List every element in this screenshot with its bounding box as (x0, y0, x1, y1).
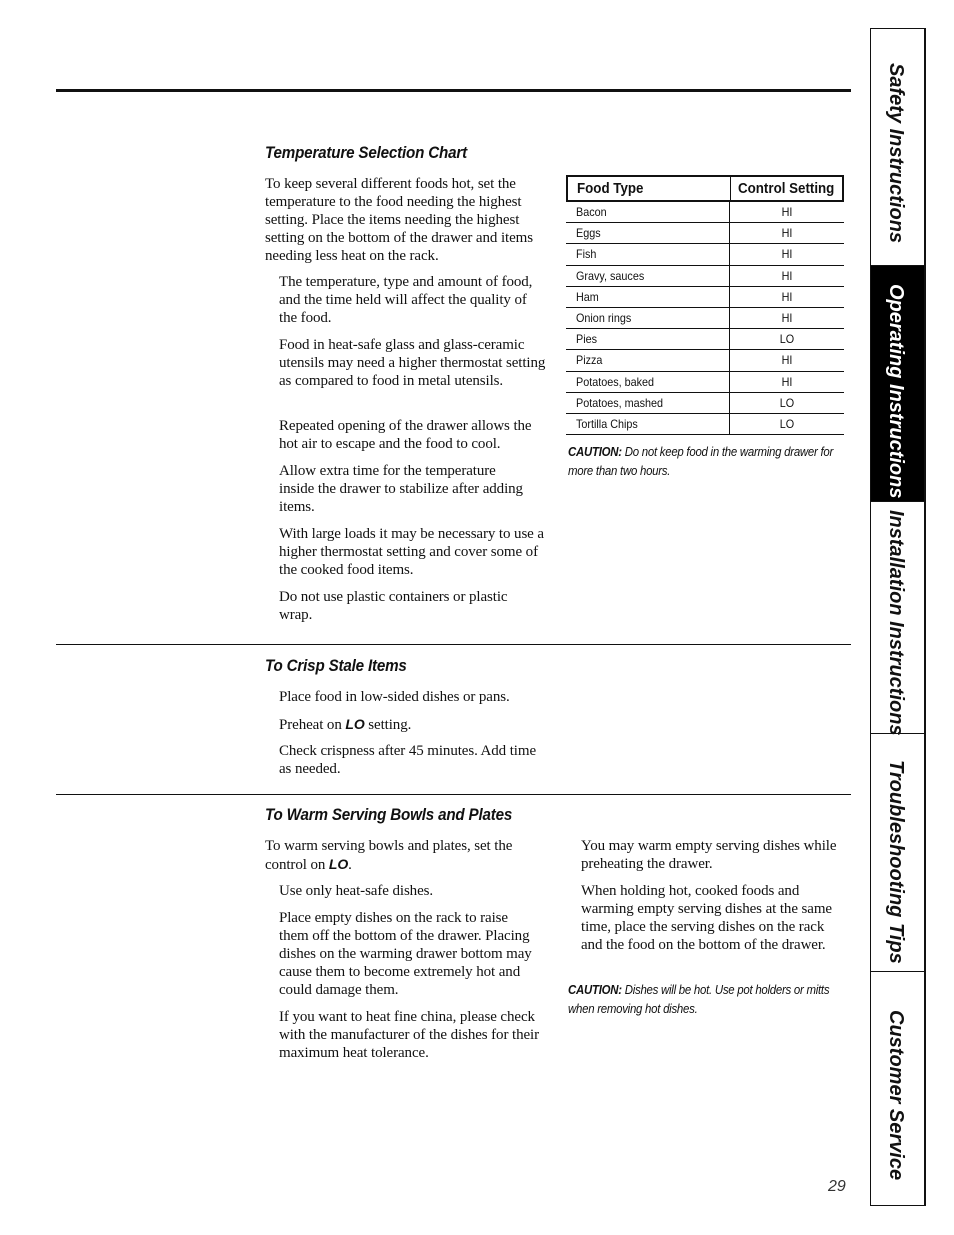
warm-lo-setting: LO (328, 856, 349, 872)
control-setting-cell: HI (781, 247, 793, 262)
warm-intro-post: . (348, 857, 352, 873)
food-type-cell: Fish (576, 247, 597, 262)
warm-intro (265, 837, 547, 874)
temp-point-6: Do not use plastic containers or plastic wrap. (279, 589, 508, 623)
temp-point-2: Food in heat-safe glass and glass-ceramic utensils may need a higher thermostat setting as compared to food in metal utensils. (279, 337, 546, 389)
table-row (566, 372, 844, 393)
table-header (566, 175, 844, 202)
warm-intro-pre: To warm serving bowls and plates, set the control on (265, 838, 513, 873)
tab-customer-label: Customer Service (884, 1010, 907, 1181)
tab-troubleshooting-label: Troubleshooting Tips (884, 760, 907, 964)
food-type-cell: Gravy, sauces (576, 268, 645, 283)
crisp-p2-post: setting. (364, 717, 412, 733)
tab-safety-label: Safety Instructions (884, 63, 907, 244)
table-row (566, 244, 844, 265)
temp-point-1: The temperature, type and amount of food, and the time held will affect the quality of the food. (279, 274, 533, 326)
table-row (566, 202, 844, 223)
caution-label: CAUTION: (568, 444, 622, 459)
table-row (566, 223, 844, 244)
header-food-type: Food Type (577, 181, 644, 197)
caution-text: Do not keep food in the warming drawer for more than two hours. (568, 444, 834, 478)
crisp-point-1: Place food in low-sided dishes or pans. (279, 689, 510, 705)
control-setting-cell: LO (779, 332, 795, 347)
control-setting-cell: HI (781, 268, 793, 283)
food-type-cell: Potatoes, baked (576, 374, 655, 389)
page-number: 29 (828, 1178, 846, 1195)
temperature-table (566, 175, 844, 435)
tab-safety-instructions[interactable] (871, 29, 924, 266)
section-tabs (870, 28, 926, 1206)
warm-left-point-2: Place empty dishes on the rack to raise them off the bottom of the drawer. Placing dishes on the warming drawer bottom may cause them to become extremely hot and could damage them. (279, 910, 532, 998)
food-type-cell: Ham (576, 289, 599, 304)
table-row (566, 329, 844, 350)
tab-customer-service[interactable] (871, 972, 924, 1205)
table-row (566, 308, 844, 329)
tab-operating-instructions[interactable] (871, 266, 924, 502)
tab-operating-label: Operating Instructions (884, 284, 907, 499)
table-row (566, 350, 844, 371)
temp-chart-heading: Temperature Selection Chart (265, 144, 467, 162)
warm-left-point-3: If you want to heat fine china, please check with the manufacturer of the dishes for their maximum heat tolerance. (279, 1009, 539, 1061)
crisp-point-3: Check crispness after 45 minutes. Add time as needed. (279, 743, 536, 777)
header-control-setting: Control Setting (738, 181, 835, 197)
warm-right-point-2: When holding hot, cooked foods and warming empty serving dishes at the same time, place the serving dishes on the rack and the food on the bottom of the drawer. (581, 883, 832, 953)
control-setting-cell: HI (781, 310, 793, 325)
control-setting-cell: HI (781, 226, 793, 241)
food-type-cell: Eggs (576, 226, 601, 241)
crisp-p2-pre: Preheat on (279, 717, 346, 733)
control-setting-cell: LO (779, 416, 795, 431)
caution-dishes (568, 980, 837, 1018)
crisp-heading: To Crisp Stale Items (265, 657, 407, 675)
crisp-lo-setting: LO (345, 716, 365, 732)
caution-dishes-label: CAUTION: (568, 982, 622, 997)
table-row (566, 287, 844, 308)
control-setting-cell: HI (781, 205, 793, 219)
control-setting-cell: HI (781, 353, 793, 368)
tab-installation-instructions[interactable] (871, 502, 924, 734)
section-divider-crisp (56, 644, 851, 645)
tab-installation-label: Installation Instructions (884, 510, 907, 736)
food-type-cell: Pies (576, 332, 598, 347)
food-type-cell: Tortilla Chips (576, 416, 638, 431)
caution-dishes-text: Dishes will be hot. Use pot holders or mitts when removing hot dishes. (568, 982, 830, 1016)
crisp-point-2 (279, 715, 549, 734)
table-row (566, 414, 844, 435)
caution-drawer (568, 442, 848, 480)
food-type-cell: Potatoes, mashed (576, 395, 664, 410)
section-divider-warm (56, 794, 851, 795)
table-row (566, 266, 844, 287)
temp-point-4: Allow extra time for the temperature inside the drawer to stabilize after adding items. (279, 463, 523, 515)
temp-point-5: With large loads it may be necessary to use a higher thermostat setting and cover some of the cooked food items. (279, 526, 544, 578)
temp-chart-intro: To keep several different foods hot, set the temperature to the food needing the highest setting. Place the items needing the highest setting on the bottom of the drawer and items needing less heat on the rack. (265, 176, 533, 264)
warm-heading: To Warm Serving Bowls and Plates (265, 806, 513, 824)
food-type-cell: Onion rings (576, 310, 632, 325)
food-type-cell: Pizza (576, 353, 603, 368)
warm-left-point-1: Use only heat-safe dishes. (279, 883, 434, 899)
control-setting-cell: HI (781, 289, 793, 304)
table-body (566, 202, 844, 435)
table-row (566, 393, 844, 414)
top-rule (56, 89, 851, 92)
temp-point-3: Repeated opening of the drawer allows the hot air to escape and the food to cool. (279, 418, 532, 452)
tab-troubleshooting-tips[interactable] (871, 734, 924, 972)
control-setting-cell: LO (779, 395, 795, 410)
food-type-cell: Bacon (576, 205, 607, 219)
warm-right-point-1: You may warm empty serving dishes while preheating the drawer. (581, 838, 837, 872)
control-setting-cell: HI (781, 374, 793, 389)
